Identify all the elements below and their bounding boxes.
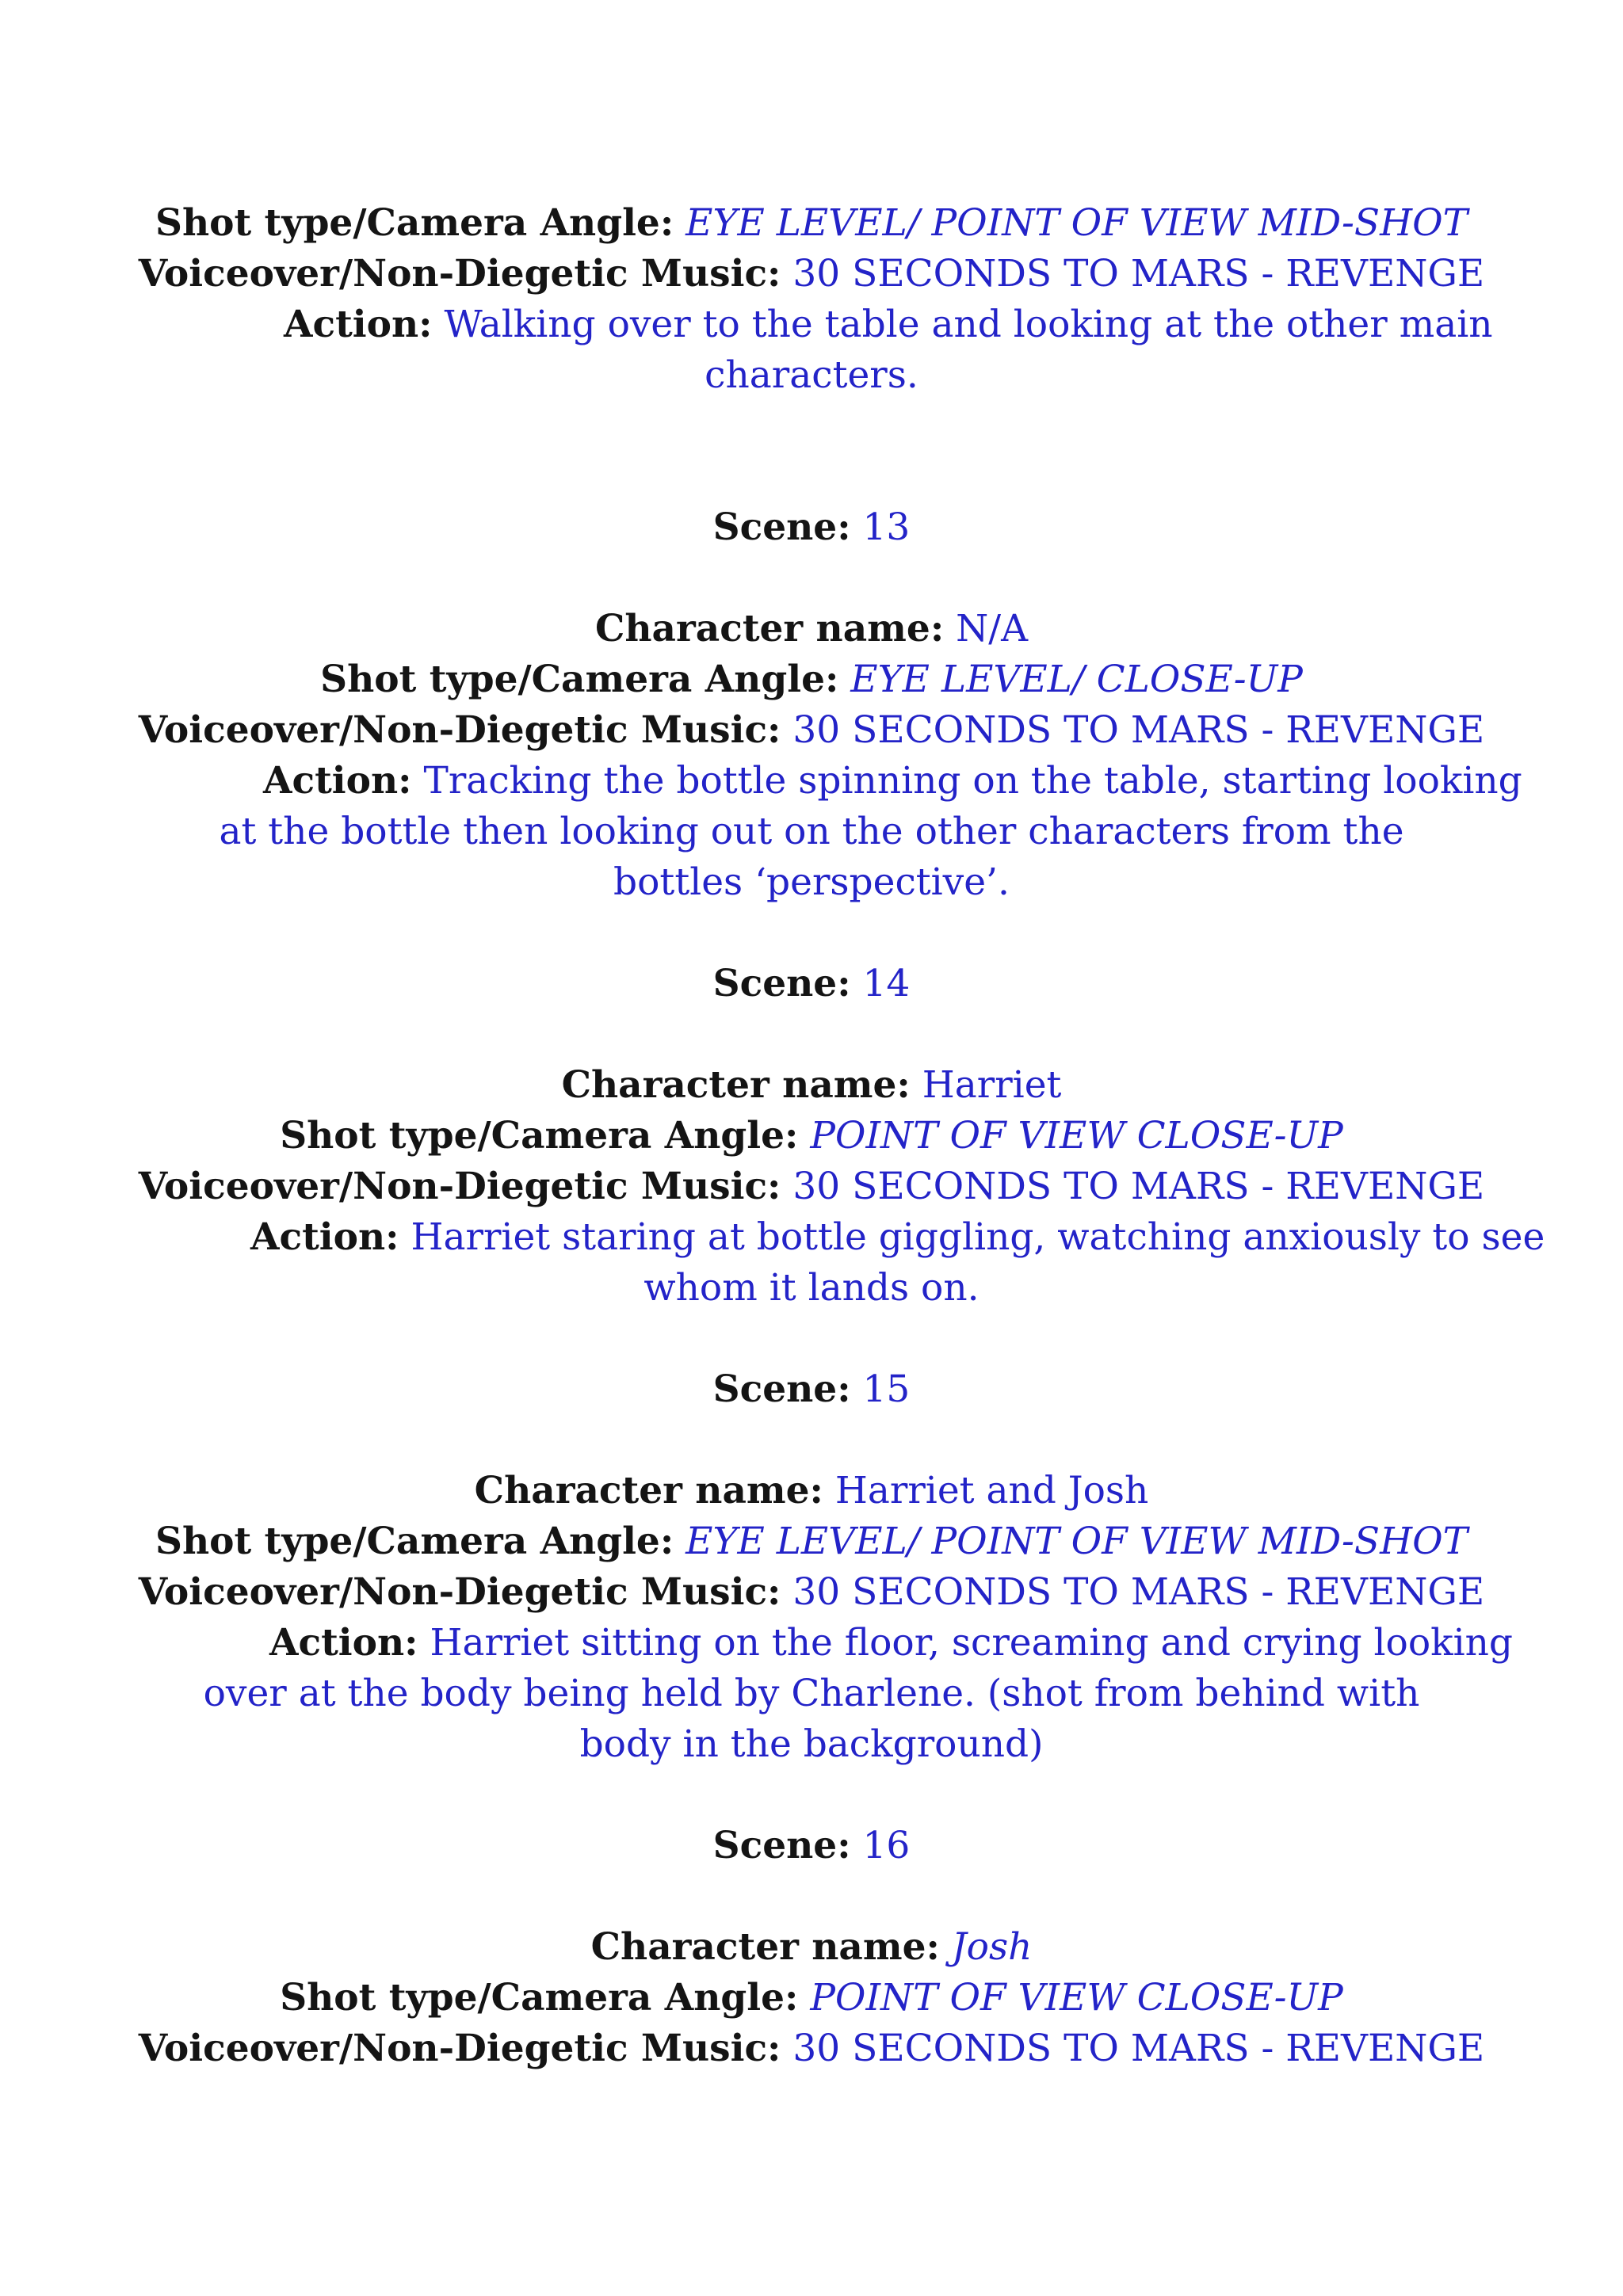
action-line [250, 1212, 1545, 1263]
shot-type-line [0, 654, 1623, 705]
music-value: 30 SECONDS TO MARS - REVENGE [792, 1570, 1485, 1614]
character-value: N/A [956, 607, 1029, 650]
shot-type-value: EYE LEVEL/ CLOSE-UP [850, 658, 1303, 701]
character-label: Character name: [590, 1925, 940, 1969]
character-value: Josh [951, 1925, 1033, 1969]
character-line [0, 1060, 1623, 1111]
action-text: whom it lands on. [643, 1266, 980, 1310]
action-text: over at the body being held by Charlene. (shot from behind with [203, 1672, 1420, 1715]
scene-number: 15 [862, 1367, 911, 1411]
character-value: Harriet [922, 1063, 1062, 1107]
character-label: Character name: [474, 1469, 823, 1512]
music-label: Voiceover/Non-Diegetic Music: [138, 1165, 781, 1208]
character-label: Character name: [561, 1063, 911, 1107]
scene-label: Scene: [712, 505, 851, 549]
scene-number: 16 [862, 1824, 911, 1867]
music-label: Voiceover/Non-Diegetic Music: [138, 708, 781, 752]
shot-type-value: POINT OF VIEW CLOSE-UP [810, 1114, 1343, 1158]
action-label: Action: [269, 1621, 418, 1665]
scene-heading [0, 1821, 1623, 1871]
shot-type-label: Shot type/Camera Angle: [320, 658, 839, 701]
action-text: characters. [705, 353, 918, 397]
music-line [0, 249, 1623, 299]
scene-heading [0, 502, 1623, 553]
shot-type-line [0, 1973, 1623, 2023]
action-line [263, 756, 1522, 807]
action-text: body in the background) [579, 1722, 1044, 1766]
shot-type-line [0, 1516, 1623, 1567]
action-text: Tracking the bottle spinning on the table, starting looking [423, 759, 1522, 803]
shot-type-label: Shot type/Camera Angle: [280, 1976, 799, 2019]
music-label: Voiceover/Non-Diegetic Music: [138, 2027, 781, 2070]
character-label: Character name: [594, 607, 945, 650]
shot-type-label: Shot type/Camera Angle: [155, 1520, 674, 1563]
shot-type-label: Shot type/Camera Angle: [280, 1114, 799, 1158]
music-label: Voiceover/Non-Diegetic Music: [138, 252, 781, 296]
action-text: Walking over to the table and looking at the other main [444, 303, 1493, 346]
action-line [269, 1618, 1513, 1669]
action-text: Harriet staring at bottle giggling, watching anxiously to see [411, 1215, 1545, 1259]
character-line [0, 1922, 1623, 1973]
music-value: 30 SECONDS TO MARS - REVENGE [792, 252, 1485, 296]
music-line [0, 705, 1623, 756]
action-label: Action: [263, 759, 412, 803]
shot-type-value: EYE LEVEL/ POINT OF VIEW MID-SHOT [685, 1520, 1468, 1563]
action-label: Action: [284, 303, 433, 346]
character-line [0, 1466, 1623, 1516]
music-label: Voiceover/Non-Diegetic Music: [138, 1570, 781, 1614]
action-text: bottles ‘perspective’. [613, 860, 1010, 904]
action-line [284, 299, 1493, 350]
shot-type-label: Shot type/Camera Angle: [155, 201, 674, 245]
character-line [0, 604, 1623, 654]
scene-heading [0, 959, 1623, 1009]
scene-heading [0, 1364, 1623, 1415]
shot-type-line [0, 198, 1623, 249]
scene-label: Scene: [712, 1367, 851, 1411]
scene-label: Scene: [712, 1824, 851, 1867]
music-value: 30 SECONDS TO MARS - REVENGE [792, 1165, 1485, 1208]
music-line [0, 1567, 1623, 1618]
action-label: Action: [250, 1215, 399, 1259]
scene-number: 13 [862, 505, 911, 549]
shot-type-line [0, 1111, 1623, 1161]
scene-number: 14 [862, 962, 911, 1005]
shot-type-value: EYE LEVEL/ POINT OF VIEW MID-SHOT [685, 201, 1468, 245]
music-value: 30 SECONDS TO MARS - REVENGE [792, 2027, 1485, 2070]
shot-type-value: POINT OF VIEW CLOSE-UP [810, 1976, 1343, 2019]
action-text: at the bottle then looking out on the other characters from the [219, 810, 1404, 853]
character-value: Harriet and Josh [834, 1469, 1149, 1512]
action-text: Harriet sitting on the floor, screaming and crying looking [430, 1621, 1514, 1665]
scene-label: Scene: [712, 962, 851, 1005]
music-line [0, 2023, 1623, 2074]
music-line [0, 1161, 1623, 1212]
music-value: 30 SECONDS TO MARS - REVENGE [792, 708, 1485, 752]
